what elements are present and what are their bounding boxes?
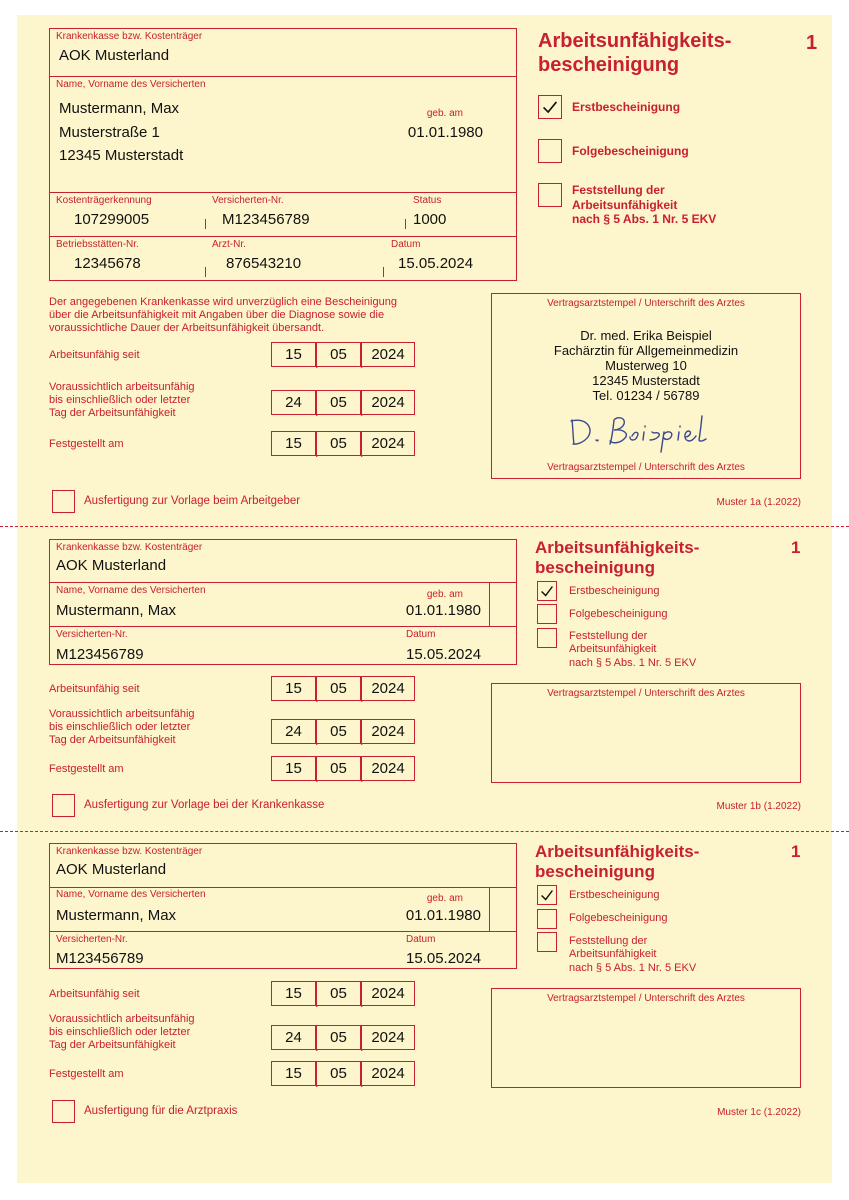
notice-text	[49, 296, 397, 335]
arzt-label: Arzt-Nr.	[212, 239, 246, 250]
divider	[49, 887, 517, 888]
name-value[interactable]: Mustermann, Max	[59, 100, 180, 117]
muster-label: Muster 1b (1.2022)	[716, 801, 801, 812]
insured-no-label: Versicherten-Nr.	[212, 195, 284, 206]
erstbescheinigung-checkbox[interactable]	[538, 95, 562, 119]
checkmark-icon	[538, 886, 556, 904]
until-day[interactable]: 24	[271, 719, 316, 744]
cut-line	[0, 526, 849, 527]
until-label-line-3: Tag der Arbeitsunfähigkeit	[49, 1038, 176, 1051]
stamp-label-bottom: Vertragsarztstempel / Unterschrift des Arztes	[547, 462, 745, 473]
field-tick	[205, 219, 206, 229]
feststellung-label	[569, 630, 696, 670]
insurer-label: Krankenkasse bzw. Kostenträger	[56, 31, 203, 42]
divider	[49, 582, 517, 583]
until-date	[271, 719, 415, 744]
found-date	[271, 1061, 415, 1086]
form-number: 1	[791, 842, 801, 861]
muster-label: Muster 1c (1.2022)	[717, 1107, 801, 1118]
until-label-line-3: Tag der Arbeitsunfähigkeit	[49, 733, 176, 746]
until-month[interactable]: 05	[316, 719, 361, 744]
city-value[interactable]: 12345 Musterstadt	[59, 147, 184, 164]
since-year[interactable]: 2024	[361, 676, 415, 701]
since-date	[271, 981, 415, 1006]
since-date	[271, 676, 415, 701]
folgebescheinigung-checkbox[interactable]	[537, 604, 557, 624]
folgebescheinigung-label: Folgebescheinigung	[572, 144, 689, 158]
form-number: 1	[806, 32, 818, 54]
since-label: Arbeitsunfähig seit	[49, 349, 140, 361]
ausfertigung-caption: Ausfertigung zur Vorlage beim Arbeitgeber	[84, 495, 301, 507]
feststellung-line-2: Arbeitsunfähigkeit	[569, 948, 657, 961]
betriebsstaette-label: Betriebsstätten-Nr.	[56, 239, 139, 250]
kostentraeger-value[interactable]: 107299005	[74, 211, 150, 228]
feststellung-checkbox[interactable]	[538, 183, 562, 207]
found-date	[271, 431, 415, 456]
doctor-stamp-box[interactable]	[491, 988, 801, 1088]
erstbescheinigung-checkbox[interactable]	[537, 885, 557, 905]
name-label: Name, Vorname des Versicherten	[56, 585, 206, 596]
divider	[49, 626, 517, 627]
divider	[49, 76, 517, 77]
field-tick	[383, 267, 384, 277]
dob-value[interactable]: 01.01.1980	[405, 907, 481, 924]
folgebescheinigung-checkbox[interactable]	[537, 909, 557, 929]
folgebescheinigung-checkbox[interactable]	[538, 139, 562, 163]
folgebescheinigung-label: Folgebescheinigung	[569, 608, 668, 620]
muster-label: Muster 1a (1.2022)	[716, 497, 801, 508]
stamp-label-top: Vertragsarztstempel / Unterschrift des Arztes	[547, 993, 745, 1004]
doctor-address	[492, 328, 800, 403]
until-date	[271, 1025, 415, 1050]
title-line-2: bescheinigung	[538, 53, 680, 76]
doctor-stamp-box[interactable]	[491, 683, 801, 783]
until-label-line-2: bis einschließlich oder letzter	[49, 1025, 191, 1038]
feststellung-line-1: Feststellung der	[569, 935, 648, 947]
feststellung-line-2: Arbeitsunfähigkeit	[569, 643, 657, 656]
until-date	[271, 390, 415, 415]
checkmark-icon	[539, 96, 561, 118]
field-tick	[489, 887, 490, 931]
since-date	[271, 342, 415, 367]
ausfertigung-caption: Ausfertigung für die Arztpraxis	[84, 1105, 238, 1117]
date-label: Datum	[406, 934, 436, 945]
betriebsstaette-value[interactable]: 12345678	[74, 255, 141, 272]
insured-no-label: Versicherten-Nr.	[56, 629, 128, 640]
since-label: Arbeitsunfähig seit	[49, 988, 140, 1000]
since-day[interactable]: 15	[271, 342, 316, 367]
ausfertigung-checkbox[interactable]	[52, 794, 75, 817]
found-month[interactable]: 05	[316, 431, 361, 456]
erstbescheinigung-label: Erstbescheinigung	[569, 889, 660, 901]
since-year[interactable]: 2024	[361, 342, 415, 367]
insured-no-value[interactable]: M123456789	[56, 646, 144, 663]
feststellung-label	[572, 183, 716, 227]
dob-label: geb. am	[426, 893, 463, 904]
found-day[interactable]: 15	[271, 1061, 316, 1086]
found-day[interactable]: 15	[271, 756, 316, 781]
notice-line-3: voraussichtliche Dauer der Arbeitsunfähigkeit übersandt.	[49, 321, 325, 334]
form-number: 1	[791, 538, 801, 557]
title-line-1: Arbeitsunfähigkeits-	[538, 30, 732, 52]
found-month[interactable]: 05	[316, 1061, 361, 1086]
doctor-stamp-box	[491, 293, 801, 479]
notice-line-1: Der angegebenen Krankenkasse wird unverzüglich eine Bescheinigung	[49, 296, 397, 308]
street-value[interactable]: Musterstraße 1	[59, 124, 160, 141]
until-label-line-2: bis einschließlich oder letzter	[49, 720, 191, 733]
since-day[interactable]: 15	[271, 981, 316, 1006]
field-tick	[405, 219, 406, 229]
stamp-label-top: Vertragsarztstempel / Unterschrift des Arztes	[547, 688, 745, 699]
feststellung-checkbox[interactable]	[537, 932, 557, 952]
until-year[interactable]: 2024	[361, 1025, 415, 1050]
found-month[interactable]: 05	[316, 756, 361, 781]
erstbescheinigung-checkbox[interactable]	[537, 581, 557, 601]
field-tick	[205, 267, 206, 277]
feststellung-checkbox[interactable]	[537, 628, 557, 648]
until-label-line-1: Voraussichtlich arbeitsunfähig	[49, 381, 195, 393]
arzt-value[interactable]: 876543210	[226, 255, 302, 272]
erstbescheinigung-label: Erstbescheinigung	[572, 100, 681, 114]
since-month[interactable]: 05	[316, 676, 361, 701]
form-title	[538, 30, 731, 77]
until-month[interactable]: 05	[316, 1025, 361, 1050]
found-label: Festgestellt am	[49, 1068, 124, 1080]
date-label: Datum	[406, 629, 436, 640]
form-title	[535, 538, 699, 578]
doctor-specialty: Fachärztin für Allgemeinmedizin	[553, 343, 739, 359]
doctor-city: 12345 Musterstadt	[592, 373, 700, 389]
doctor-phone: Tel. 01234 / 56789	[592, 388, 700, 404]
feststellung-line-3: nach § 5 Abs. 1 Nr. 5 EKV	[572, 212, 717, 227]
until-label-line-1: Voraussichtlich arbeitsunfähig	[49, 1013, 195, 1025]
until-year[interactable]: 2024	[361, 719, 415, 744]
divider	[49, 192, 517, 193]
field-tick	[489, 582, 490, 626]
found-year[interactable]: 2024	[361, 1061, 415, 1086]
dob-value[interactable]: 01.01.1980	[407, 124, 483, 141]
status-value[interactable]: 1000	[413, 211, 447, 228]
title-line-2: bescheinigung	[535, 862, 655, 882]
until-label-line-3: Tag der Arbeitsunfähigkeit	[49, 406, 176, 419]
kostentraeger-label: Kostenträgerkennung	[56, 195, 152, 206]
insurer-value[interactable]: AOK Musterland	[59, 47, 170, 64]
name-label: Name, Vorname des Versicherten	[56, 79, 206, 90]
date-value[interactable]: 15.05.2024	[398, 255, 474, 272]
insurer-label: Krankenkasse bzw. Kostenträger	[56, 846, 203, 857]
date-value[interactable]: 15.05.2024	[406, 646, 482, 663]
doctor-street: Musterweg 10	[605, 358, 687, 374]
until-month[interactable]: 05	[316, 390, 361, 415]
since-month[interactable]: 05	[316, 981, 361, 1006]
found-year[interactable]: 2024	[361, 431, 415, 456]
until-day[interactable]: 24	[271, 1025, 316, 1050]
insured-no-value[interactable]: M123456789	[222, 211, 310, 228]
ausfertigung-checkbox[interactable]	[52, 1100, 75, 1123]
ausfertigung-caption: Ausfertigung zur Vorlage bei der Krankenkasse	[84, 799, 325, 811]
stamp-label-top: Vertragsarztstempel / Unterschrift des Arztes	[547, 298, 745, 309]
until-label-line-2: bis einschließlich oder letzter	[49, 393, 191, 406]
until-year[interactable]: 2024	[361, 390, 415, 415]
title-line-2: bescheinigung	[535, 558, 655, 578]
found-label: Festgestellt am	[49, 763, 124, 775]
found-date	[271, 756, 415, 781]
since-day[interactable]: 15	[271, 676, 316, 701]
insured-no-label: Versicherten-Nr.	[56, 934, 128, 945]
status-label: Status	[413, 195, 442, 206]
insurer-label: Krankenkasse bzw. Kostenträger	[56, 542, 203, 553]
dob-label: geb. am	[426, 589, 463, 600]
date-label: Datum	[391, 239, 421, 250]
date-value[interactable]: 15.05.2024	[406, 950, 482, 967]
insurer-value[interactable]: AOK Musterland	[56, 861, 167, 878]
dob-label: geb. am	[426, 108, 463, 119]
until-label	[49, 1013, 195, 1052]
dob-value[interactable]: 01.01.1980	[405, 602, 481, 619]
found-day[interactable]: 15	[271, 431, 316, 456]
since-month[interactable]: 05	[316, 342, 361, 367]
name-value[interactable]: Mustermann, Max	[56, 602, 177, 619]
folgebescheinigung-label: Folgebescheinigung	[569, 912, 668, 924]
until-label-line-1: Voraussichtlich arbeitsunfähig	[49, 708, 195, 720]
feststellung-line-2: Arbeitsunfähigkeit	[572, 197, 678, 212]
insured-no-value[interactable]: M123456789	[56, 950, 144, 967]
until-label	[49, 381, 195, 420]
name-label: Name, Vorname des Versicherten	[56, 889, 206, 900]
ausfertigung-checkbox[interactable]	[52, 490, 75, 513]
doctor-name: Dr. med. Erika Beispiel	[580, 328, 712, 343]
erstbescheinigung-label: Erstbescheinigung	[569, 585, 660, 597]
insurer-value[interactable]: AOK Musterland	[56, 557, 167, 574]
until-day[interactable]: 24	[271, 390, 316, 415]
form-title	[535, 842, 699, 882]
checkmark-icon	[538, 582, 556, 600]
title-line-1: Arbeitsunfähigkeits-	[535, 538, 700, 557]
divider	[49, 931, 517, 932]
feststellung-line-1: Feststellung der	[572, 183, 665, 197]
feststellung-label	[569, 935, 696, 975]
feststellung-line-3: nach § 5 Abs. 1 Nr. 5 EKV	[569, 961, 697, 974]
feststellung-line-1: Feststellung der	[569, 630, 648, 642]
title-line-1: Arbeitsunfähigkeits-	[535, 842, 700, 861]
found-label: Festgestellt am	[49, 438, 124, 450]
notice-line-2: über die Arbeitsunfähigkeit mit Angaben über die Diagnose sowie die	[49, 308, 385, 321]
cut-line	[0, 831, 849, 832]
found-year[interactable]: 2024	[361, 756, 415, 781]
since-year[interactable]: 2024	[361, 981, 415, 1006]
signature-image	[562, 408, 722, 456]
until-label	[49, 708, 195, 747]
name-value[interactable]: Mustermann, Max	[56, 907, 177, 924]
feststellung-line-3: nach § 5 Abs. 1 Nr. 5 EKV	[569, 656, 697, 669]
divider	[49, 236, 517, 237]
since-label: Arbeitsunfähig seit	[49, 683, 140, 695]
